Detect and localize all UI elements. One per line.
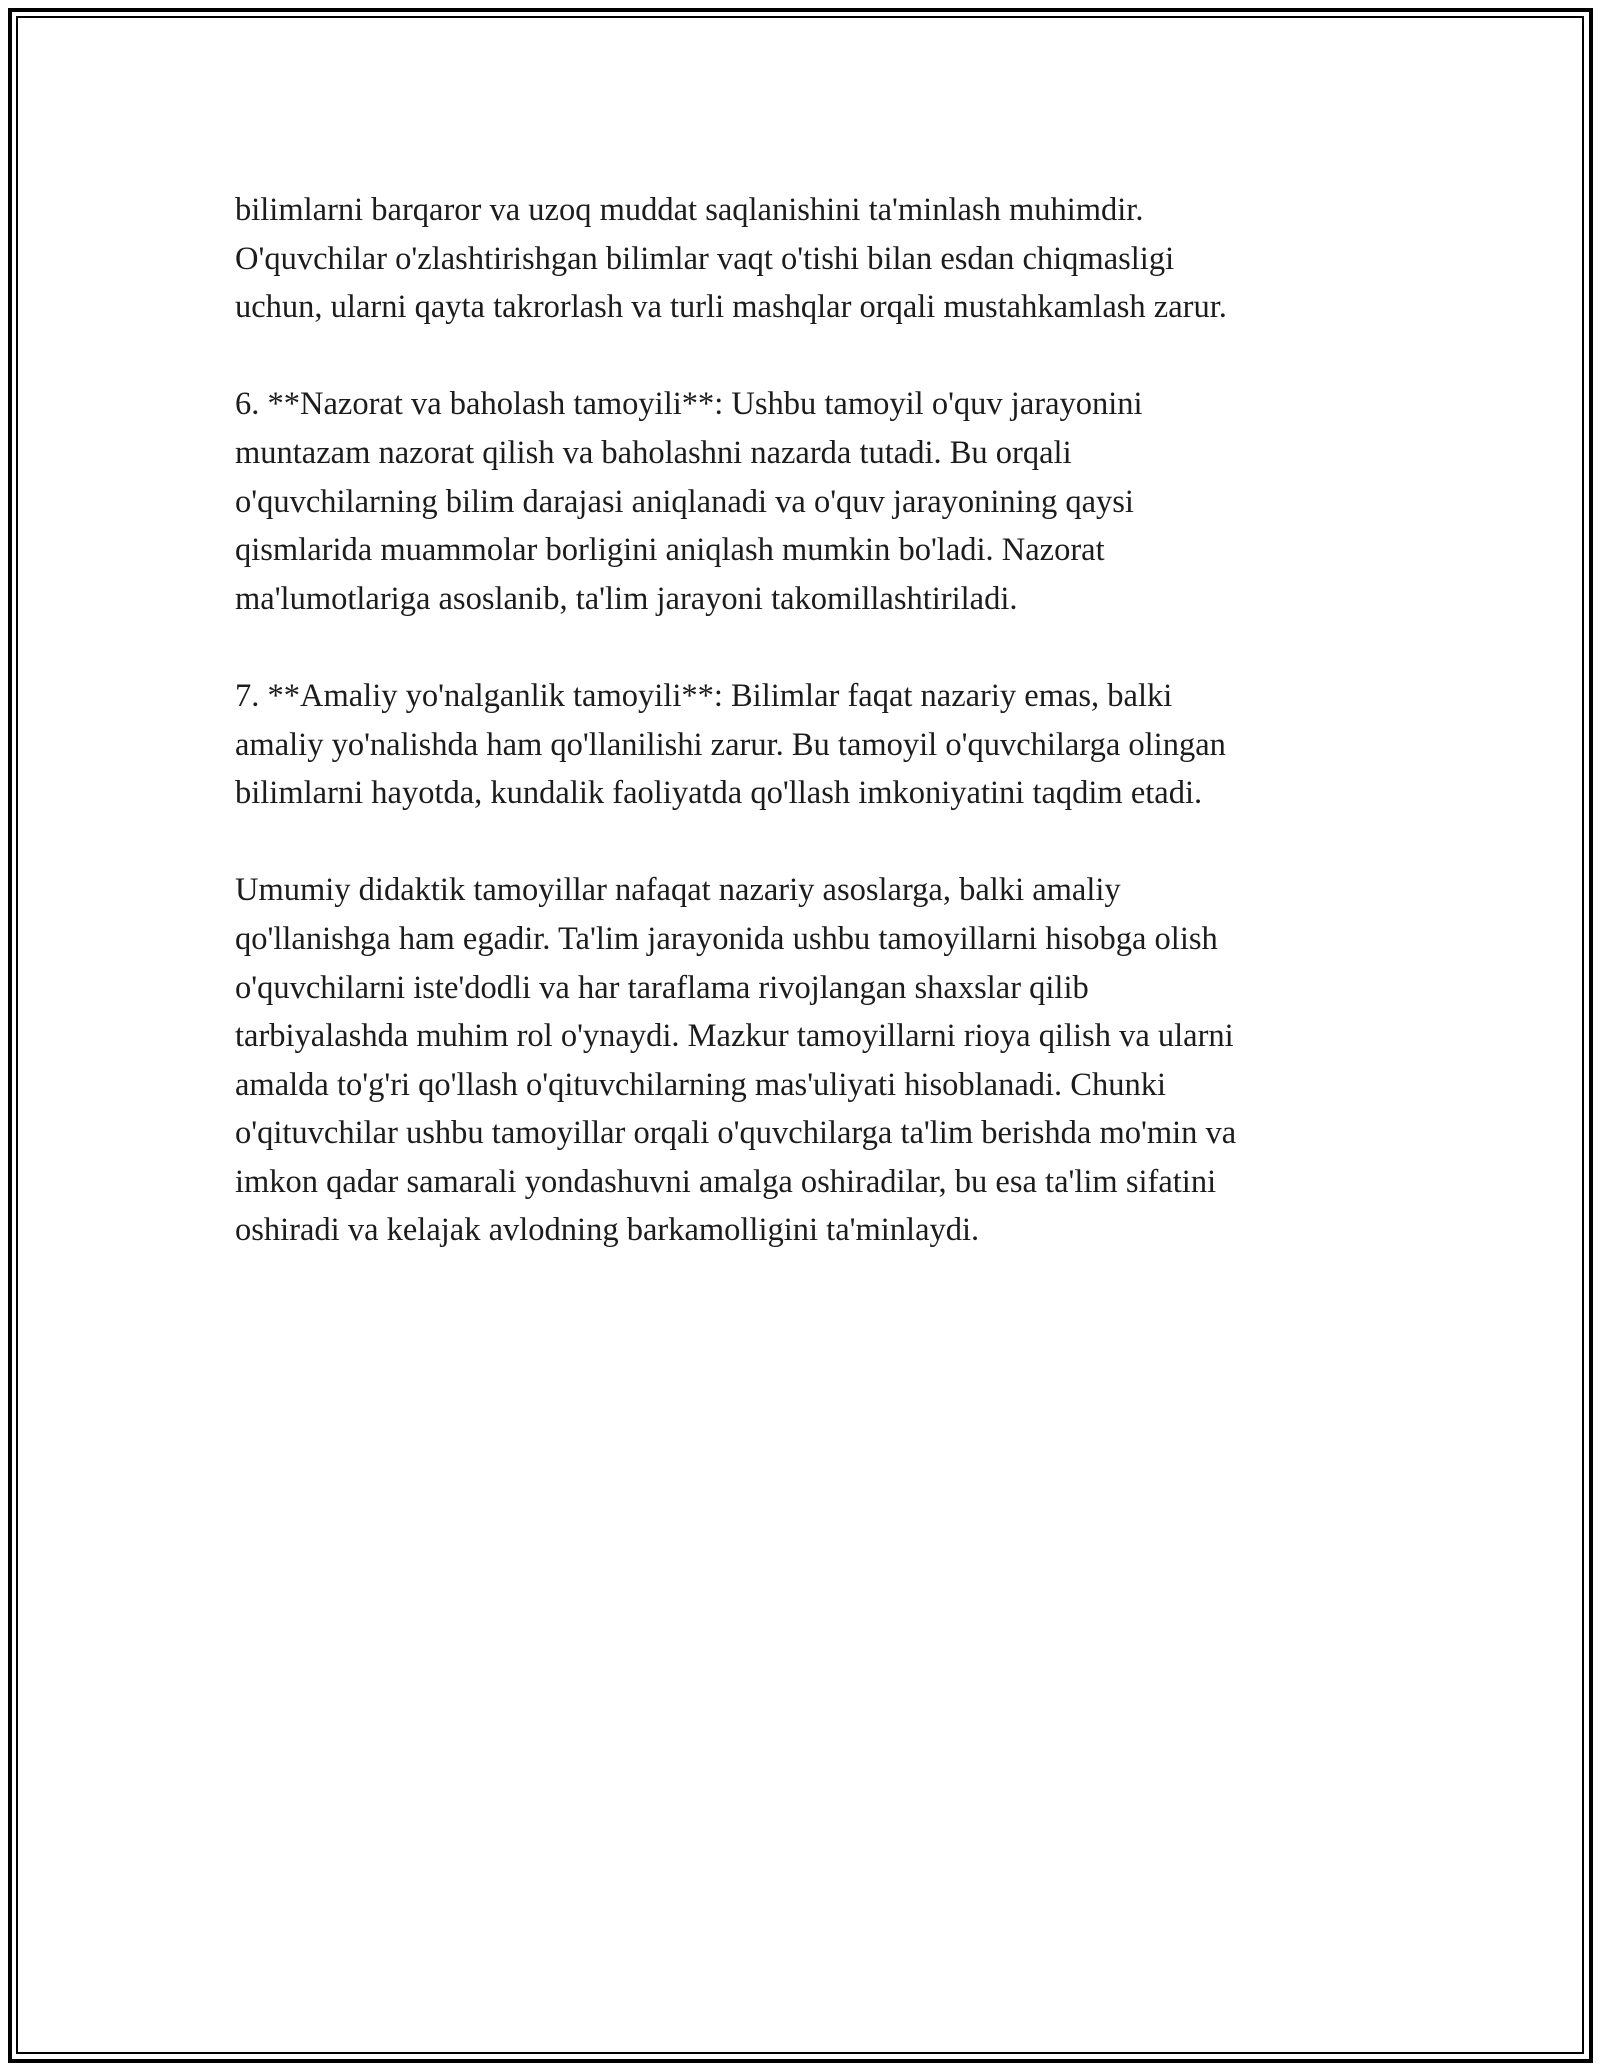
paragraph-principle-7: 7. **Amaliy yo'nalganlik tamoyili**: Bilimlar faqat nazariy emas, balki amaliy yo'nalishda ham qo'llanilishi zarur. Bu tamoyil o'quvchilarga olingan bilimlarni hayotda, kundalik faoliyatda qo'llash imkoniyatini taqdim etadi. xyxy=(235,677,1226,812)
document-body xyxy=(235,186,1380,1255)
paragraph-principle-6: 6. **Nazorat va baholash tamoyili**: Ushbu tamoyil o'quv jarayonini muntazam nazorat qilish va baholashni nazarda tutadi. Bu orqali o'quvchilarning bilim darajasi aniqlanadi va o'quv jarayonining qaysi qismlarida muammolar borligini aniqlash mumkin bo'ladi. Nazorat ma'lumotlariga asoslanib, ta'lim jarayoni takomillashtiriladi. xyxy=(235,386,1143,617)
paragraph-conclusion: Umumiy didaktik tamoyillar nafaqat nazariy asoslarga, balki amaliy qo'llanishga ham egadir. Ta'lim jarayonida ushbu tamoyillarni hisobga olish o'quvchilarni iste'dodli va har taraflama rivojlangan shaxslar qilib tarbiyalashda muhim rol o'ynaydi. Mazkur tamoyillarni rioya qilish va ularni amalda to'g'ri qo'llash o'qituvchilarning mas'uliyati hisoblanadi. Chunki o'qituvchilar ushbu tamoyillar orqali o'quvchilarga ta'lim berishda mo'min va imkon qadar samarali yondashuvni amalga oshiradilar, bu esa ta'lim sifatini oshiradi va kelajak avlodning barkamolligini ta'minlaydi. xyxy=(235,872,1237,1249)
paragraph-continuation: bilimlarni barqaror va uzoq muddat saqlanishini ta'minlash muhimdir. O'quvchilar o'zlashtirishgan bilimlar vaqt o'tishi bilan esdan chiqmasligi uchun, ularni qayta takrorlash va turli mashqlar orqali mustahkamlash zarur. xyxy=(235,192,1227,326)
